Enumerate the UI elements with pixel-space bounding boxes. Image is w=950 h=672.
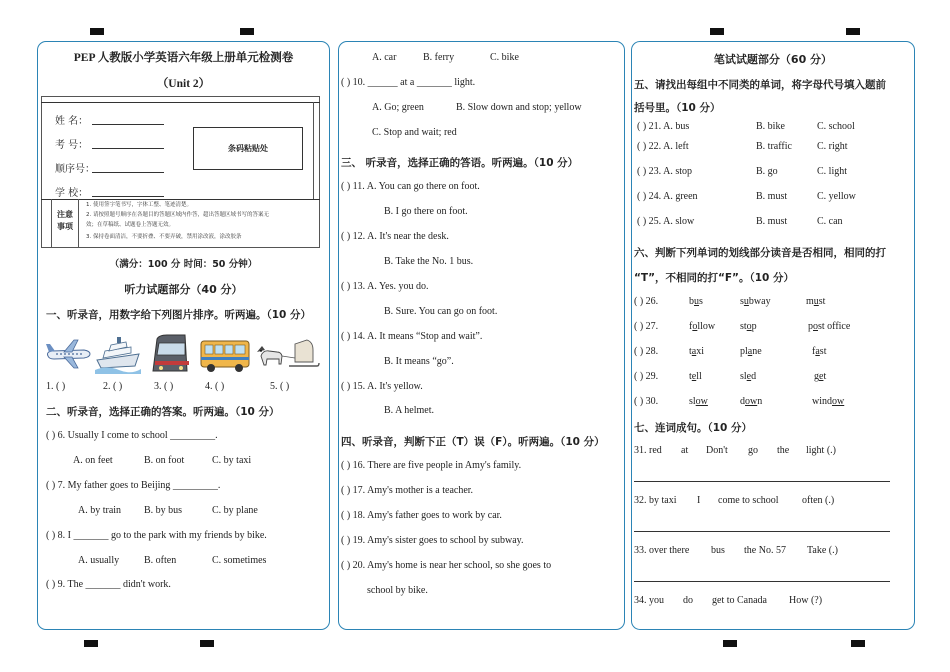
option: A. by train (78, 505, 122, 516)
order-number-field[interactable] (92, 172, 164, 173)
answer-line-33[interactable] (634, 581, 890, 582)
exam-number-field[interactable] (92, 148, 164, 149)
word-chunk: I (697, 495, 701, 506)
question-9: ( ) 9. The _______ didn't work. (46, 579, 171, 590)
exam-title: PEP 人教版小学英语六年级上册单元检测卷 (73, 52, 294, 64)
notes-text: 3. 保持卷面清洁，不要折叠、不要弄破，禁用涂改液，涂改胶条 (86, 234, 242, 240)
option: B. often (144, 555, 177, 566)
option: C. by taxi (212, 455, 252, 466)
question-18: ( ) 18. Amy's father goes to work by car. (341, 510, 502, 521)
option: C. Stop and wait; red (372, 127, 457, 138)
word-chunk: the (777, 445, 790, 456)
word-chunk: come to school (718, 495, 779, 506)
question-7: ( ) 7. My father goes to Beijing _________. (46, 480, 221, 491)
word-chunk: go (748, 445, 758, 456)
question-27: ( ) 27. (634, 321, 659, 332)
question-31: 31. red (634, 445, 662, 456)
option: C. right (817, 141, 848, 152)
option: A. usually (78, 555, 120, 566)
option: B. by bus (144, 505, 183, 516)
option: B. traffic (756, 141, 792, 152)
question-14: ( ) 14. A. It means “Stop and wait”. (341, 331, 483, 342)
picture-blank-5[interactable]: 5. ( ) (270, 381, 290, 392)
question-10: ( ) 10. ______ at a _______ light. (341, 77, 476, 88)
name-field-label: 姓 名： (55, 116, 89, 127)
train-picture (147, 333, 193, 375)
option: B. It means “go”. (384, 356, 454, 367)
word: subway (740, 296, 771, 307)
plane-picture (44, 336, 92, 372)
notes-text: 效；在草稿纸、试题卷上答题无效。 (86, 222, 175, 228)
registration-mark (200, 640, 214, 647)
section-4-heading: 四、听录音，判断下正（T）误（F）。听两遍。（10 分） (341, 436, 605, 448)
option: C. school (817, 121, 855, 132)
notes-text: 2. 请按照题号顺序在各题目的答题区域内作答，超出答题区域书写的答案无 (86, 212, 269, 218)
info-divider (41, 199, 320, 200)
section-3-heading: 三、 听录音，选择正确的答语。听两遍。（10 分） (341, 157, 579, 169)
word: plane (740, 346, 762, 357)
word: fast (812, 346, 827, 357)
picture-blank-2[interactable]: 2. ( ) (103, 381, 123, 392)
word: get (814, 371, 827, 382)
section-1-heading: 一、听录音，用数字给下列图片排序。听两遍。（10 分） (46, 309, 312, 321)
option: B. go (756, 166, 778, 177)
picture-blank-4[interactable]: 4. ( ) (205, 381, 225, 392)
option: B. A helmet. (384, 405, 434, 416)
option: A. on feet (73, 455, 113, 466)
option: B. bike (756, 121, 785, 132)
registration-mark (240, 28, 254, 35)
written-title: 笔试试题部分（60 分） (713, 53, 833, 66)
name-field[interactable] (92, 124, 164, 125)
registration-mark (90, 28, 104, 35)
question-17: ( ) 17. Amy's mother is a teacher. (341, 485, 474, 496)
picture-blank-3[interactable]: 3. ( ) (154, 381, 174, 392)
word-chunk: get to Canada (712, 595, 767, 606)
option: C. sometimes (212, 555, 267, 566)
question-34: 34. you (634, 595, 664, 606)
registration-mark (710, 28, 724, 35)
registration-mark (846, 28, 860, 35)
option: B. Sure. You can go on foot. (384, 306, 498, 317)
question-23: ( ) 23. A. stop (637, 166, 692, 177)
option: B. on foot (144, 455, 185, 466)
question-19: ( ) 19. Amy's sister goes to school by subway. (341, 535, 524, 546)
picture-blank-1[interactable]: 1. ( ) (46, 381, 66, 392)
word-chunk: the No. 57 (744, 545, 786, 556)
word: slow (689, 396, 708, 407)
order-number-label: 顺序号： (55, 164, 95, 175)
school-field[interactable] (92, 196, 164, 197)
score-time: （满分：100 分 时间：50 分钟） (109, 259, 258, 270)
option: B. I go there on foot. (384, 206, 468, 217)
section-5-heading: 括号里。（10 分） (634, 102, 721, 114)
word-chunk: bus (711, 545, 725, 556)
registration-mark (723, 640, 737, 647)
word: follow (689, 321, 716, 332)
word: down (740, 396, 763, 407)
option: C. by plane (212, 505, 258, 516)
word-chunk: How (?) (789, 595, 823, 606)
question-26: ( ) 26. (634, 296, 659, 307)
question-21: ( ) 21. A. bus (637, 121, 690, 132)
option: A. car (372, 52, 397, 63)
question-30: ( ) 30. (634, 396, 659, 407)
word: taxi (689, 346, 705, 357)
option: B. must (756, 216, 788, 227)
word: window (812, 396, 845, 407)
word-chunk: Take (.) (807, 545, 838, 556)
question-13: ( ) 13. A. Yes. you do. (341, 281, 429, 292)
unit-label: （Unit 2） (156, 78, 211, 90)
barcode-label: 条码粘贴处 (228, 144, 268, 153)
question-11: ( ) 11. A. You can go there on foot. (341, 181, 480, 192)
question-20-continued: school by bike. (367, 585, 428, 596)
word: post office (808, 321, 851, 332)
section-5-heading: 五、请找出每组中不同类的单词，将字母代号填入题前 (634, 79, 886, 91)
notes-label: 事项 (57, 222, 73, 231)
section-6-heading: 六、判断下列单词的划线部分读音是否相同，相同的打 (634, 247, 886, 259)
word: tell (689, 371, 702, 382)
option: B. Take the No. 1 bus. (384, 256, 474, 267)
question-32: 32. by taxi (634, 495, 677, 506)
section-7-heading: 七、连词成句。（10 分） (634, 422, 753, 434)
exam-number-label: 考 号： (55, 140, 89, 151)
registration-mark (84, 640, 98, 647)
question-33: 33. over there (634, 545, 690, 556)
question-22: ( ) 22. A. left (637, 141, 689, 152)
info-divider (41, 102, 320, 103)
option: C. yellow (817, 191, 856, 202)
question-20: ( ) 20. Amy's home is near her school, so she goes to (341, 560, 552, 571)
question-6: ( ) 6. Usually I come to school _________. (46, 430, 218, 441)
ship-picture (95, 334, 141, 374)
answer-line-31[interactable] (634, 481, 890, 482)
word-chunk: light (.) (806, 445, 836, 456)
word-chunk: do (683, 595, 693, 606)
option: B. Slow down and stop; yellow (456, 102, 582, 113)
question-28: ( ) 28. (634, 346, 659, 357)
section-2-heading: 二、听录音，选择正确的答案。听两遍。（10 分） (46, 406, 280, 418)
word: sled (740, 371, 757, 382)
answer-line-32[interactable] (634, 531, 890, 532)
option: A. Go; green (372, 102, 424, 113)
option: B. must (756, 191, 788, 202)
option: C. bike (490, 52, 519, 63)
question-24: ( ) 24. A. green (637, 191, 698, 202)
listening-title: 听力试题部分（40 分） (124, 283, 243, 296)
word: must (806, 296, 826, 307)
question-16: ( ) 16. There are five people in Amy's family. (341, 460, 522, 471)
question-8: ( ) 8. I _______ go to the park with my friends by bike. (46, 530, 267, 541)
bus-picture (199, 337, 251, 373)
sled-picture (255, 334, 321, 374)
question-15: ( ) 15. A. It's yellow. (341, 381, 423, 392)
question-29: ( ) 29. (634, 371, 659, 382)
word: stop (740, 321, 757, 332)
option: C. can (817, 216, 843, 227)
word-chunk: at (681, 445, 689, 456)
word-chunk: often (.) (802, 495, 835, 506)
school-label: 学 校： (55, 188, 89, 199)
section-6-heading: “T”，不相同的打“F”。（10 分） (634, 272, 794, 284)
option: B. ferry (423, 52, 455, 63)
word: bus (689, 296, 703, 307)
option: C. light (817, 166, 848, 177)
info-right-border (313, 102, 314, 199)
notes-text: 1. 使用签字笔书写，字体工整、笔迹清楚。 (86, 202, 192, 208)
notes-label: 注意 (57, 210, 73, 219)
question-12: ( ) 12. A. It's near the desk. (341, 231, 449, 242)
word-chunk: Don't (706, 445, 728, 456)
registration-mark (851, 640, 865, 647)
question-25: ( ) 25. A. slow (637, 216, 695, 227)
